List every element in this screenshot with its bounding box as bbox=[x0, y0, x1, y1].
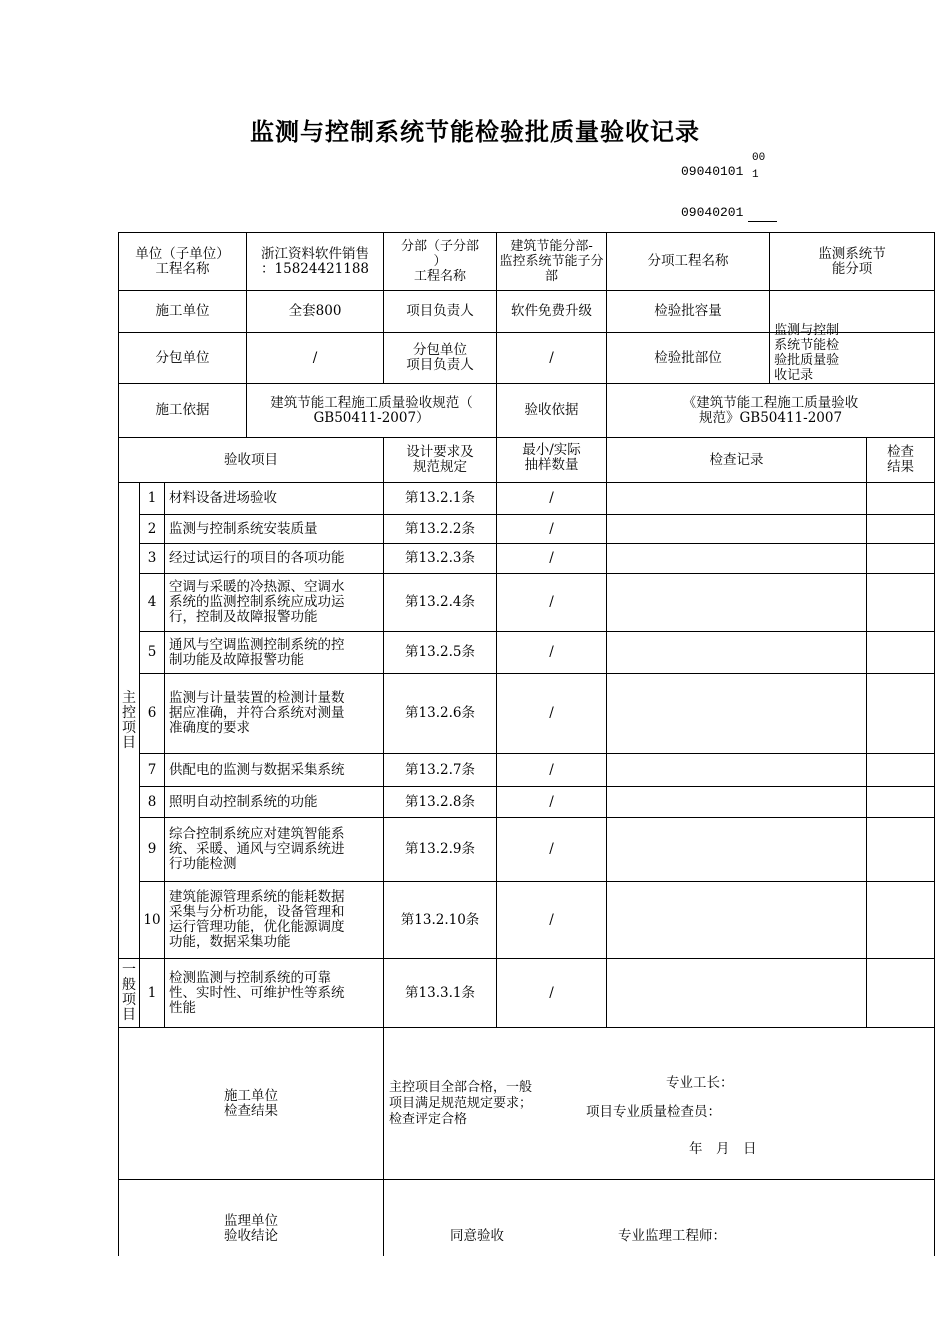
item-record bbox=[607, 754, 867, 787]
contractor-check-area bbox=[384, 1028, 935, 1180]
sub-contractor-value: / bbox=[247, 333, 384, 384]
item-no: 8 bbox=[140, 787, 165, 818]
unit-label: 单位（子单位） 工程名称 bbox=[119, 233, 247, 291]
item-clause: 第13.2.10条 bbox=[384, 882, 497, 959]
item-text: 检测监测与控制系统的可靠 性、实时性、可维护性等系统 性能 bbox=[165, 959, 384, 1028]
item-text: 综合控制系统应对建筑智能系 统、采暖、通风与空调系统进 行功能检测 bbox=[165, 818, 384, 882]
item-clause: 第13.2.4条 bbox=[384, 574, 497, 632]
form-code-2: 09040201 bbox=[681, 205, 744, 220]
supervisor-check-area bbox=[384, 1180, 935, 1257]
pm-value: 软件免费升级 bbox=[497, 291, 607, 333]
sub-pm-label: 分包单位 项目负责人 bbox=[384, 333, 497, 384]
item-result bbox=[867, 483, 935, 515]
contractor-check-result: 主控项目全部合格，一般 项目满足规范规定要求； 检查评定合格 bbox=[389, 1080, 533, 1127]
item-text: 监测与计量装置的检测计量数 据应准确，并符合系统对测量 准确度的要求 bbox=[165, 674, 384, 754]
item-no: 4 bbox=[140, 574, 165, 632]
table-row bbox=[119, 632, 935, 674]
item-clause: 第13.2.7条 bbox=[384, 754, 497, 787]
item-result bbox=[867, 754, 935, 787]
main-control-label: 主 控 项 目 bbox=[119, 483, 140, 959]
contractor-date: 年 月 日 bbox=[689, 1141, 757, 1157]
accept-label: 验收依据 bbox=[497, 384, 607, 438]
part-value: 监测与控制 系统节能检 验批质量验 收记录 bbox=[770, 333, 935, 384]
item-no: 10 bbox=[140, 882, 165, 959]
item-text: 监测与控制系统安装质量 bbox=[165, 515, 384, 544]
item-text: 供配电的监测与数据采集系统 bbox=[165, 754, 384, 787]
item-result bbox=[867, 674, 935, 754]
sub-pm-value: / bbox=[497, 333, 607, 384]
capacity-label: 检验批容量 bbox=[607, 291, 770, 333]
item-sample: / bbox=[497, 818, 607, 882]
item-record bbox=[607, 882, 867, 959]
col-sample: 最小/实际 抽样数量 bbox=[497, 438, 607, 483]
item-record bbox=[607, 544, 867, 574]
table-row bbox=[119, 544, 935, 574]
contractor-value: 全套800 bbox=[247, 291, 384, 333]
item-clause: 第13.2.3条 bbox=[384, 544, 497, 574]
basis-label: 施工依据 bbox=[119, 384, 247, 438]
item-sample: / bbox=[497, 787, 607, 818]
col-design: 设计要求及 规范规定 bbox=[384, 438, 497, 483]
table-row bbox=[119, 959, 935, 1028]
table-row bbox=[119, 574, 935, 632]
item-sample: / bbox=[497, 483, 607, 515]
item-text: 材料设备进场验收 bbox=[165, 483, 384, 515]
item-text: 建筑能源管理系统的能耗数据 采集与分析功能，设备管理和 运行管理功能，优化能源调度 功能，数据采集功能 bbox=[165, 882, 384, 959]
item-sample: / bbox=[497, 544, 607, 574]
accept-value: 《建筑节能工程施工质量验收 规范》GB50411-2007 bbox=[607, 384, 935, 438]
supervisor-result: 同意验收 bbox=[450, 1228, 505, 1244]
item-no: 2 bbox=[140, 515, 165, 544]
item-clause: 第13.3.1条 bbox=[384, 959, 497, 1028]
supervisor-engineer-label: 专业监理工程师： bbox=[618, 1228, 727, 1244]
item-clause: 第13.2.2条 bbox=[384, 515, 497, 544]
item-clause: 第13.2.9条 bbox=[384, 818, 497, 882]
foreman-label: 专业工长： bbox=[666, 1075, 734, 1091]
item-record bbox=[607, 787, 867, 818]
item-text: 空调与采暖的冷热源、空调水 系统的监测控制系统应成功运 行，控制及故障报警功能 bbox=[165, 574, 384, 632]
table-row bbox=[119, 674, 935, 754]
item-sample: / bbox=[497, 632, 607, 674]
item-sample: / bbox=[497, 882, 607, 959]
col-record: 检查记录 bbox=[607, 438, 867, 483]
item-record bbox=[607, 632, 867, 674]
item-no: 3 bbox=[140, 544, 165, 574]
item-no: 9 bbox=[140, 818, 165, 882]
item-text: 照明自动控制系统的功能 bbox=[165, 787, 384, 818]
contractor-label: 施工单位 bbox=[119, 291, 247, 333]
page-title: 监测与控制系统节能检验批质量验收记录 bbox=[250, 117, 700, 146]
table-row bbox=[119, 882, 935, 959]
subitem-value: 监测系统节 能分项 bbox=[770, 233, 935, 291]
table-row bbox=[119, 754, 935, 787]
table-row bbox=[119, 787, 935, 818]
col-item: 验收项目 bbox=[119, 438, 384, 483]
item-sample: / bbox=[497, 754, 607, 787]
col-result: 检查 结果 bbox=[867, 438, 935, 483]
item-result bbox=[867, 574, 935, 632]
item-record bbox=[607, 515, 867, 544]
table-row bbox=[119, 483, 935, 515]
item-result bbox=[867, 544, 935, 574]
item-no: 1 bbox=[140, 959, 165, 1028]
division-value: 建筑节能分部- 监控系统节能子分 部 bbox=[497, 233, 607, 291]
form-code-1-suffix-top: 00 bbox=[752, 152, 766, 164]
item-sample: / bbox=[497, 574, 607, 632]
item-clause: 第13.2.6条 bbox=[384, 674, 497, 754]
item-sample: / bbox=[497, 959, 607, 1028]
pm-label: 项目负责人 bbox=[384, 291, 497, 333]
table-row bbox=[119, 818, 935, 882]
item-result bbox=[867, 818, 935, 882]
division-label: 分部（子分部 ） 工程名称 bbox=[384, 233, 497, 291]
item-sample: / bbox=[497, 515, 607, 544]
item-no: 1 bbox=[140, 483, 165, 515]
table-row bbox=[119, 515, 935, 544]
unit-value: 浙江资料软件销售 ：15824421188 bbox=[247, 233, 384, 291]
item-text: 经过试运行的项目的各项功能 bbox=[165, 544, 384, 574]
item-result bbox=[867, 515, 935, 544]
item-record bbox=[607, 574, 867, 632]
item-result bbox=[867, 787, 935, 818]
item-record bbox=[607, 674, 867, 754]
general-label: 一 般 项 目 bbox=[119, 959, 140, 1028]
item-record bbox=[607, 959, 867, 1028]
contractor-check-label: 施工单位 检查结果 bbox=[119, 1028, 384, 1180]
item-result bbox=[867, 882, 935, 959]
form-code-1-suffix-bottom: 1 bbox=[752, 169, 759, 181]
quality-inspector-label: 项目专业质量检查员： bbox=[586, 1104, 722, 1120]
item-no: 6 bbox=[140, 674, 165, 754]
item-no: 7 bbox=[140, 754, 165, 787]
form-code-1: 09040101 bbox=[681, 164, 744, 179]
item-sample: / bbox=[497, 674, 607, 754]
item-result bbox=[867, 632, 935, 674]
subitem-label: 分项工程名称 bbox=[607, 233, 770, 291]
basis-value: 建筑节能工程施工质量验收规范（ GB50411-2007） bbox=[247, 384, 497, 438]
item-no: 5 bbox=[140, 632, 165, 674]
code-underline bbox=[748, 207, 777, 222]
sub-contractor-label: 分包单位 bbox=[119, 333, 247, 384]
acceptance-table bbox=[118, 232, 935, 1256]
part-label: 检验批部位 bbox=[607, 333, 770, 384]
item-clause: 第13.2.8条 bbox=[384, 787, 497, 818]
supervisor-check-label: 监理单位 验收结论 bbox=[119, 1180, 384, 1257]
item-record bbox=[607, 483, 867, 515]
item-record bbox=[607, 818, 867, 882]
item-text: 通风与空调监测控制系统的控 制功能及故障报警功能 bbox=[165, 632, 384, 674]
item-clause: 第13.2.1条 bbox=[384, 483, 497, 515]
item-result bbox=[867, 959, 935, 1028]
item-clause: 第13.2.5条 bbox=[384, 632, 497, 674]
